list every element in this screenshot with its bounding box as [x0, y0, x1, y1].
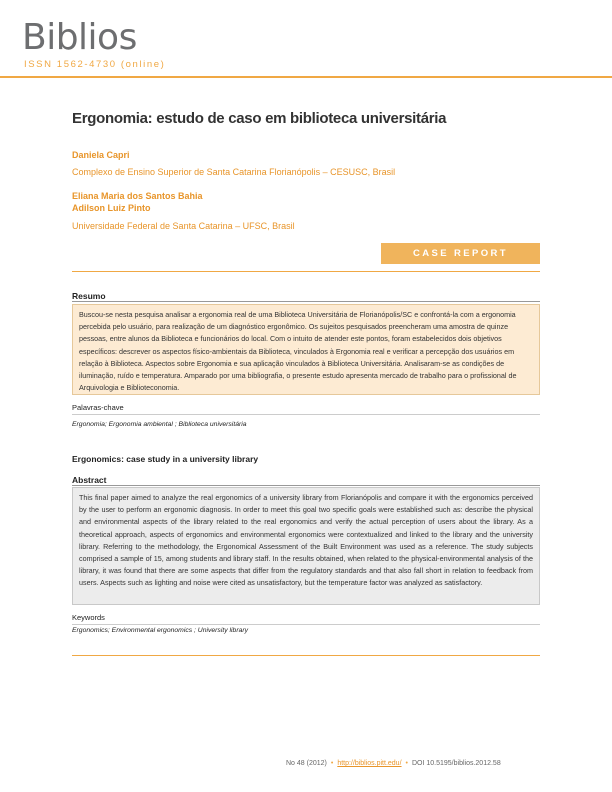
bullet-icon: • — [405, 760, 408, 767]
keywords-text: Ergonomics; Environmental ergonomics ; University library — [72, 627, 249, 634]
author-affiliation: Universidade Federal de Santa Catarina – UFSC, Brasil — [72, 221, 295, 231]
article-title: Ergonomia: estudo de caso em biblioteca universitária — [72, 110, 447, 127]
resumo-text: Buscou-se nesta pesquisa analisar a ergonomia real de uma Biblioteca Universitária de Florianópolis/SC e confrontá-la com a ergonomia percebida pelo usuário, para realização de um diagnóstico ergonômico. Os sujeitos pesquisados preencheram uma amostra de quinze pessoas, entre alunos da Biblioteca e funcionários do local. Com o intuito de atender este pontos, foram estabelecidos dois objetivos específicos: descrever os aspectos físico-ambientais da Biblioteca, vinculados à Ergonomia real e verificar a percepção dos usuários em relação à Biblioteca. Aspectos sobre Ergonomia e sua aplicação vinculados à Biblioteca Universitária. Analisaram-se as condições de iluminação, ruído e temperatura. Amparado por uma bibliografia, o presente estudo apresenta mercado de trabalho para o profissional de Arquivologia e Biblioteconomia. — [72, 304, 540, 395]
abstract-text: This final paper aimed to analyze the real ergonomics of a university library from Florianópolis and compare it with the ergonomics perceived by the user to perform an ergonomic diagnosis. In order to meet this goal two specific goals were established such as: describe the physical and environmental aspects of the library related to the real ergonomics and verify the actual perception of users about the library. As a theoretical approach, aspects of ergonomics and environmental ergonomics were contextualized and linked to the library and the university library. Referring to the methodology, the Ergonomical Assessment of the Built Environment was used as a reference. The study subjects comprised a sample of 15, among students and library staff. In the results obtained, when related to the physical-environmental analysis of the library, it was found that there are some aspects that differ from the regulatory standards and that also fall short in relation to feedback from users. Aspects such as lighting and noise were cited as unsatisfactory, but the temperature factor was analyzed as satisfactory. — [72, 487, 540, 605]
palavras-chave-text: Ergonomia; Ergonomia ambiental ; Biblioteca universitária — [72, 421, 247, 428]
footer-issue: No 48 (2012) — [286, 760, 327, 767]
article-type-badge: CASE REPORT — [381, 243, 540, 264]
english-title: Ergonomics: case study in a university library — [72, 454, 259, 464]
palavras-chave-heading: Palavras-chave — [72, 403, 124, 412]
author-name: Eliana Maria dos Santos Bahia — [72, 191, 203, 201]
bullet-icon: • — [330, 760, 334, 767]
footer-divider — [72, 655, 540, 656]
author-affiliation: Complexo de Ensino Superior de Santa Catarina Florianópolis – CESUSC, Brasil — [72, 167, 396, 177]
header-divider — [0, 76, 612, 78]
section-divider — [72, 271, 540, 272]
abstract-heading: Abstract — [72, 475, 107, 485]
author-name: Daniela Capri — [72, 150, 130, 160]
journal-logo: Biblios — [22, 17, 137, 58]
palavras-chave-rule — [72, 414, 540, 415]
journal-issn: ISSN 1562-4730 (online) — [24, 59, 166, 70]
keywords-rule — [72, 624, 540, 625]
resumo-rule — [72, 301, 540, 302]
resumo-heading: Resumo — [72, 291, 106, 301]
keywords-heading: Keywords — [72, 613, 105, 622]
abstract-rule — [72, 485, 540, 486]
footer-doi: DOI 10.5195/biblios.2012.58 — [411, 760, 501, 767]
page-footer — [286, 760, 501, 767]
journal-link[interactable]: http://biblios.pitt.edu/ — [337, 760, 402, 767]
author-name: Adilson Luiz Pinto — [72, 203, 151, 213]
